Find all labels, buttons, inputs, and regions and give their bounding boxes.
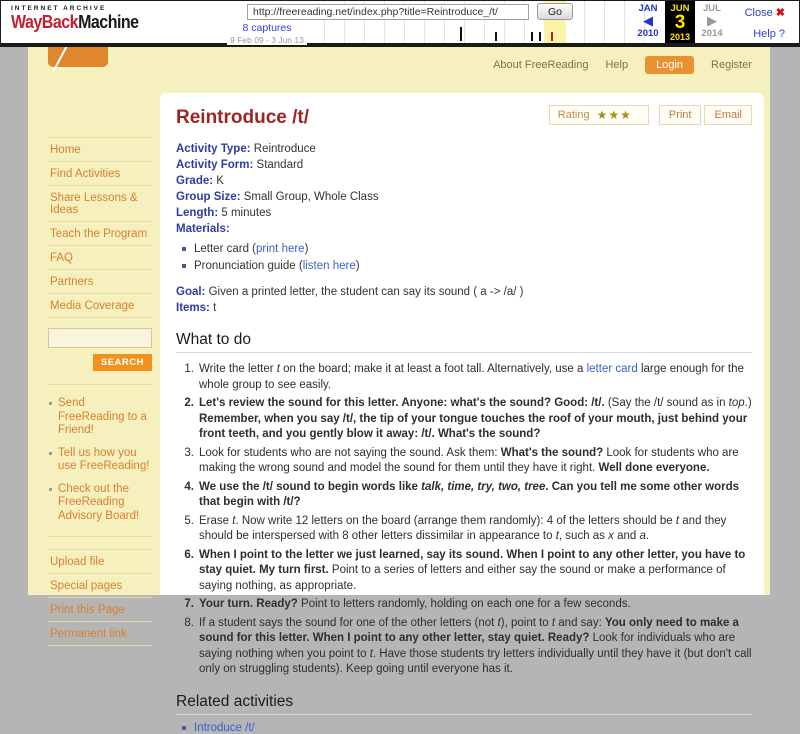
related-activity-item [182,722,752,734]
wayback-logo[interactable] [11,5,139,31]
sidebar-item-faq[interactable]: FAQ [48,246,152,270]
next-month-label: JUL [703,3,721,14]
article-actions [549,105,752,125]
nav-help[interactable]: Help [605,59,629,71]
step-item [176,396,752,443]
step-segment: and they should be interspersed with 8 other letters dissimilar in appearance to [199,514,727,542]
step-segment: t [555,530,559,542]
step-segment: Write the letter [199,363,277,375]
step-text [199,362,752,393]
wayback-wordmark [11,13,139,34]
step-segment: What's the sound? [500,446,604,459]
close-icon[interactable]: ✖ [775,7,785,19]
sidebar-tool-permanent-link[interactable]: Permanent link [48,622,152,646]
what-to-do-heading: What to do [176,331,752,353]
materials-list [182,243,752,272]
archive-url-input[interactable] [247,4,529,20]
activity-details [176,141,752,237]
step-item [176,362,752,393]
current-capture-column [665,1,695,43]
current-month-label: JUN [670,3,690,14]
sidebar-item-media-coverage[interactable]: Media Coverage [48,294,152,318]
step-segment: . [645,530,650,542]
wordmark-machine: Machine [78,13,139,33]
freereading-logo[interactable] [48,47,108,67]
related-activities-heading: Related activities [176,693,752,715]
step-segment: x [608,530,614,542]
sidebar-nav [48,137,152,318]
sidebar [48,137,152,646]
step-number: 6. [184,548,194,561]
step-segment: Look for students who are not saying the sound. Ask them: [199,446,501,459]
sidebar-promo-links [48,397,152,523]
related-activity-link-introduce-t[interactable]: Introduce /t/ [194,721,255,734]
goal-text: Given a printed letter, the student can say its sound ( a -> /a/ ) [208,286,524,298]
step-item [176,480,752,511]
step-segment: (Say the /t/ sound as in [604,397,729,409]
step-segment: t [232,514,236,527]
step-segment: . Now write 12 letters on the board (arrange them randomly): 4 of the letters should be [235,514,676,527]
step-item [176,514,752,545]
search-input[interactable] [48,328,152,348]
prev-month-label: JAN [638,3,658,14]
step-segment: . Have those students try letters individually until they have it (but don't call only on struggling students). Keep going until everyone has it. [199,647,752,675]
step-segment: Remember, when you say /t/, the tip of your tongue touches the roof of your mouth, just behind your front teeth, and you gently blow it away: /t/. What's the sound? [199,412,748,440]
step-segment: on the board; make it at least a foot tall. Alternatively, use a [279,363,587,375]
sidebar-item-partners[interactable]: Partners [48,270,152,294]
detail-row-materials [176,221,752,237]
steps-list [176,362,752,678]
step-item [176,548,752,595]
nav-about-freereading[interactable]: About FreeReading [493,59,589,71]
step-segment: Look for students who are making the wrong sound and model the sound for them until they have it right. [199,446,739,474]
sidebar-item-home[interactable]: Home [48,138,152,162]
sidebar-link-check-out-the-freereading-advisory-board[interactable]: Check out the FreeReading Advisory Board! [48,483,152,524]
step-text [199,514,752,545]
step-number: 7. [184,598,194,610]
step-segment: t [276,363,280,375]
detail-label: Activity Type: [176,143,251,155]
step-segment: .) [744,397,752,409]
article-card [160,93,764,734]
step-segment: talk, time, try, two, tree [421,480,546,493]
step-segment: t [675,514,680,527]
sidebar-divider [48,536,152,537]
login-button[interactable]: Login [645,56,694,74]
email-button[interactable]: Email [704,105,752,125]
freereading-page [28,47,770,734]
step-segment: t [551,616,556,629]
step-text [199,616,752,678]
prev-capture-arrow-icon[interactable]: ◀ [643,13,653,28]
month-navigator [631,1,729,43]
items-label: Items: [176,302,210,314]
step-segment: Erase [199,514,233,527]
step-segment: top [728,397,745,409]
captures-count[interactable]: 8 captures [242,22,292,34]
step-segment: t [497,616,501,629]
next-year-label[interactable]: 2014 [701,28,723,39]
material-link-listen-here[interactable]: listen here [302,260,356,272]
step-number: 5. [184,514,194,527]
page-title: Reintroduce /t/ [176,107,310,128]
capture-tick[interactable] [531,32,533,41]
detail-label: Materials: [176,223,230,235]
sidebar-item-find-activities[interactable]: Find Activities [48,162,152,186]
detail-label: Length: [176,207,219,219]
step-segment: and [613,530,640,542]
close-toolbar-button[interactable] [745,6,785,19]
step-segment: . Can you tell me some other words that begin with /t/? [199,480,739,508]
step-inline-link[interactable]: letter card [586,363,638,375]
step-number: 2. [184,397,194,409]
material-link-print-here[interactable]: print here [256,243,305,255]
sidebar-tool-special-pages[interactable]: Special pages [48,574,152,598]
sidebar-divider [48,384,152,385]
captures-range: 9 Feb 09 - 3 Jun 13 [230,35,304,45]
next-capture-column [695,1,729,43]
detail-row-grade: Grade: K [176,175,224,187]
capture-tick[interactable] [539,32,541,41]
goal-label: Goal: [176,286,206,298]
capture-tick[interactable] [460,27,462,41]
detail-row-activity-form: Activity Form: Standard [176,159,304,171]
step-text [199,597,752,613]
step-item [176,446,752,477]
step-segment: ), point to [500,616,552,629]
step-segment: If a student says the sound for one of the other letters (not [199,616,498,629]
search-button[interactable]: SEARCH [93,354,152,371]
step-number: 1. [184,363,194,375]
sidebar-item-share-lessons-ideas[interactable]: Share Lessons & Ideas [48,186,152,222]
rating-label: Rating [557,109,590,121]
next-capture-arrow-icon[interactable]: ▶ [707,13,717,28]
detail-label: Group Size: [176,191,241,203]
step-number: 4. [184,480,194,493]
step-segment: We use the /t/ sound to begin words like [199,480,422,493]
close-label: Close [744,7,773,19]
sidebar-tools [48,549,152,646]
step-segment: Your turn. Ready? [199,598,298,610]
detail-row-length: Length: 5 minutes [176,207,272,219]
step-text [199,480,752,511]
current-year-label: 2013 [669,32,691,42]
goal-line [176,284,752,316]
detail-label: Grade: [176,175,214,187]
step-item [176,597,752,613]
internet-archive-label: INTERNET ARCHIVE [11,5,107,12]
items-text: t [213,302,217,314]
step-number: 3. [184,446,194,459]
step-segment: Point to a series of letters and either say the sound or make a performance of saying nothing, as appropriate. [199,564,726,592]
detail-row-group-size: Group Size: Small Group, Whole Class [176,191,379,203]
capture-tick[interactable] [551,32,553,41]
material-item: Pronunciation guide (listen here) [182,260,752,272]
step-item [176,616,752,678]
rating-control[interactable] [549,105,649,125]
prev-year-label[interactable]: 2010 [637,28,659,39]
top-navigation [493,56,752,74]
step-segment: t [369,647,373,660]
step-segment: a [639,530,646,542]
print-button[interactable]: Print [659,105,702,125]
step-text [199,396,752,443]
sidebar-item-teach-the-program[interactable]: Teach the Program [48,222,152,246]
step-segment: Point to letters randomly, holding on each one for a few seconds. [297,598,631,610]
step-segment: You only need to make a sound for this letter. When I point to any other letter, stay quiet. Ready? [199,616,739,644]
step-segment: Look for individuals who are saying nothing when you point to [199,632,736,660]
step-number: 8. [184,616,194,629]
material-item: Letter card (print here) [182,243,752,255]
help-label: Help ? [753,28,785,40]
capture-tick[interactable] [495,32,497,41]
sidebar-link-send-freereading-to-a-friend[interactable]: Send FreeReading to a Friend! [48,397,152,438]
sidebar-tool-upload-file[interactable]: Upload file [48,550,152,574]
go-button[interactable]: Go [537,3,573,20]
detail-row-activity-type: Activity Type: Reintroduce [176,143,316,155]
step-text [199,446,752,477]
step-text [199,548,752,595]
step-segment: , such as [558,530,609,542]
wayback-toolbar [0,0,800,47]
sidebar-link-tell-us-how-you-use-freereading[interactable]: Tell us how you use FreeReading! [48,447,152,474]
step-segment: and say: [555,616,605,629]
rating-stars-icon[interactable]: ★★★ [596,108,632,122]
help-link[interactable] [753,28,785,40]
current-day-label: 3 [674,12,686,33]
prev-capture-column [631,1,665,43]
step-segment: Let's review the sound for this letter. Anyone: what's the sound? Good: /t/. [199,397,605,409]
step-segment: Well done everyone. [598,462,710,474]
captures-summary[interactable] [227,22,307,45]
sidebar-tool-print-this-page[interactable]: Print this Page [48,598,152,622]
wordmark-wayback: WayBack [11,13,79,33]
step-segment: When I point to the letter we just learned, say its sound. When I point to any other letter, you have to stay quiet. My turn first. [199,548,746,576]
related-activities-list [182,722,752,734]
register-link[interactable]: Register [711,59,752,71]
detail-label: Activity Form: [176,159,254,171]
step-segment: large enough for the whole group to see easily. [199,363,744,391]
